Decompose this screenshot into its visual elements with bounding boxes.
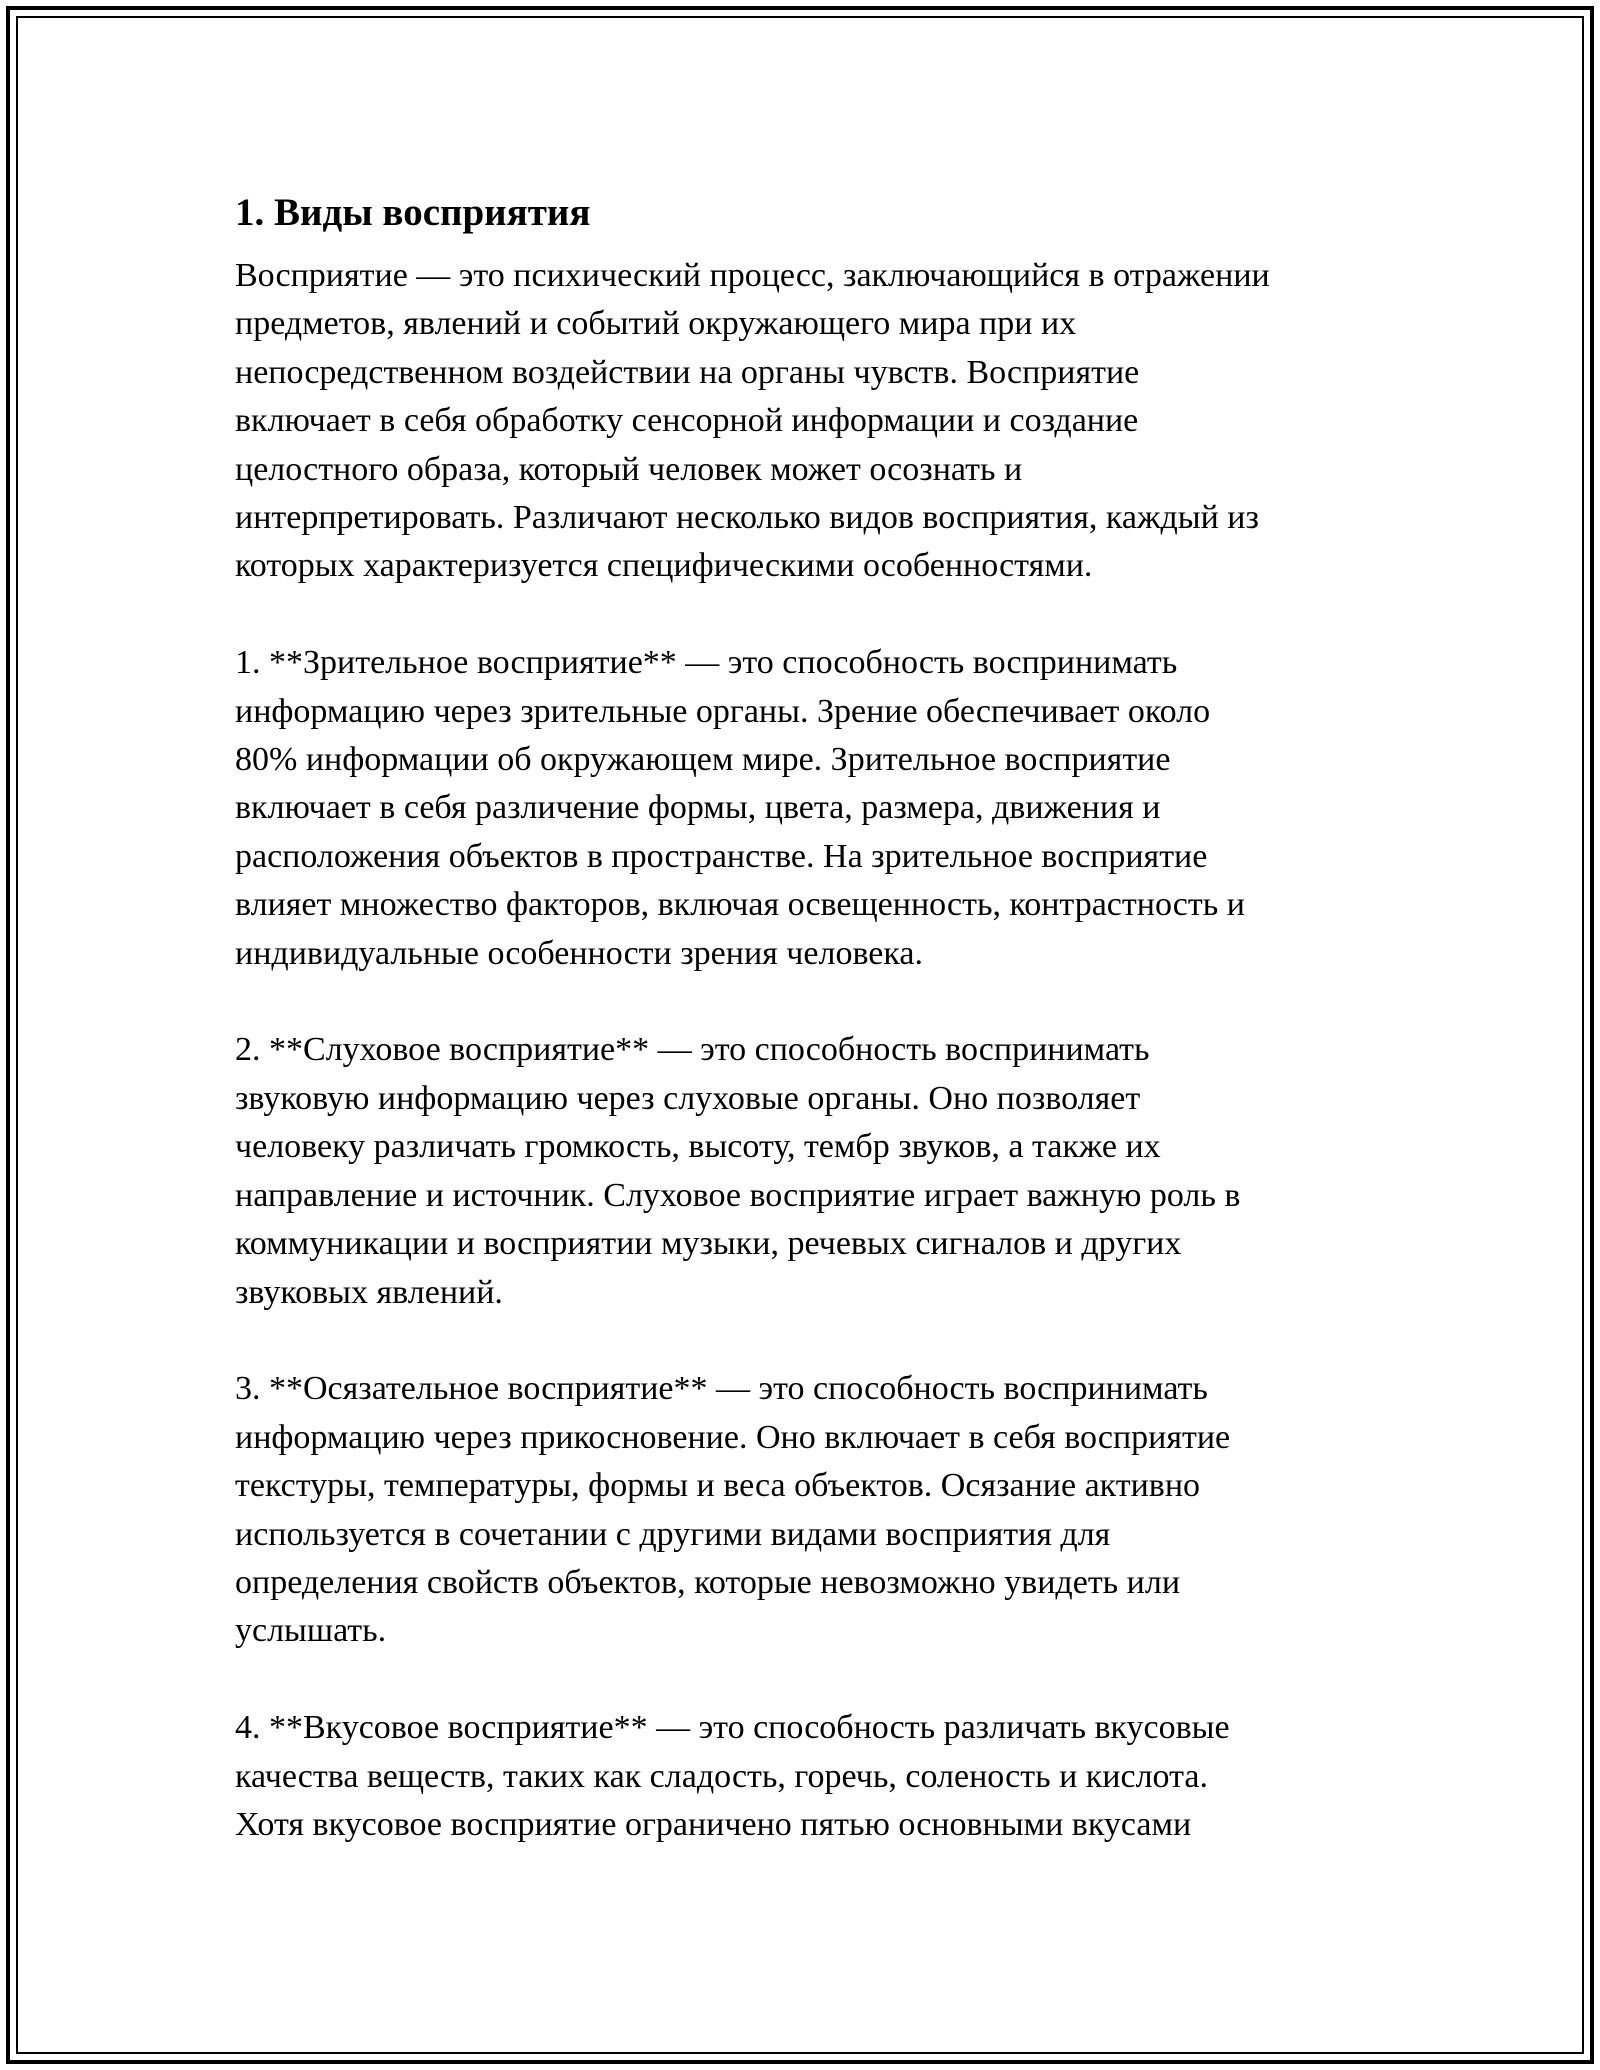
text-line: звуковую информацию через слуховые органы. Оно позволяет <box>235 1079 1141 1117</box>
text-line: информацию через прикосновение. Оно включает в себя восприятие <box>235 1418 1231 1456</box>
text-line: определения свойств объектов, которые невозможно увидеть или <box>235 1563 1181 1601</box>
text-line: которых характеризуется специфическими особенностями. <box>235 547 1093 585</box>
text-line: направление и источник. Слуховое восприятие играет важную роль в <box>235 1176 1241 1214</box>
text-line: Хотя вкусовое восприятие ограничено пятью основными вкусами <box>235 1805 1192 1843</box>
text-line: предметов, явлений и событий окружающего мира при их <box>235 305 1077 343</box>
visual-perception-paragraph <box>235 639 1365 978</box>
text-line: непосредственном воздействии на органы чувств. Восприятие <box>235 353 1140 391</box>
text-line: используется в сочетании с другими видами восприятия для <box>235 1515 1111 1553</box>
text-line: 3. **Осязательное восприятие** — это способность воспринимать <box>235 1370 1208 1408</box>
text-line: 4. **Вкусовое восприятие** — это способность различать вкусовые <box>235 1709 1230 1747</box>
text-line: качества веществ, таких как сладость, горечь, соленость и кислота. <box>235 1757 1208 1795</box>
text-line: информацию через зрительные органы. Зрение обеспечивает около <box>235 692 1211 730</box>
text-line: текстуры, температуры, формы и веса объектов. Осязание активно <box>235 1467 1201 1505</box>
text-line: включает в себя различение формы, цвета, размера, движения и <box>235 789 1161 827</box>
text-line: звуковых явлений. <box>235 1273 503 1311</box>
document-body <box>235 187 1365 1898</box>
taste-perception-paragraph <box>235 1704 1365 1849</box>
text-line: индивидуальные особенности зрения человека. <box>235 934 923 972</box>
text-line: влияет множество факторов, включая освещенность, контрастность и <box>235 886 1245 924</box>
section-heading: 1. Виды восприятия <box>235 191 591 234</box>
text-line: целостного образа, который человек может осознать и <box>235 450 1023 488</box>
text-line: коммуникации и восприятии музыки, речевых сигналов и других <box>235 1225 1182 1263</box>
tactile-perception-paragraph <box>235 1365 1365 1655</box>
text-line: 80% информации об окружающем мире. Зрительное восприятие <box>235 741 1171 779</box>
text-line: 1. **Зрительное восприятие** — это способность воспринимать <box>235 644 1178 682</box>
auditory-perception-paragraph <box>235 1026 1365 1316</box>
text-line: расположения объектов в пространстве. На зрительное восприятие <box>235 837 1208 875</box>
intro-paragraph <box>235 252 1365 591</box>
text-line: человеку различать громкость, высоту, тембр звуков, а также их <box>235 1128 1161 1166</box>
text-line: 2. **Слуховое восприятие** — это способность воспринимать <box>235 1031 1150 1069</box>
text-line: включает в себя обработку сенсорной информации и создание <box>235 402 1139 440</box>
text-line: Восприятие — это психический процесс, заключающийся в отражении <box>235 257 1270 294</box>
text-line: интерпретировать. Различают несколько видов восприятия, каждый из <box>235 499 1259 537</box>
text-line: услышать. <box>235 1612 387 1650</box>
